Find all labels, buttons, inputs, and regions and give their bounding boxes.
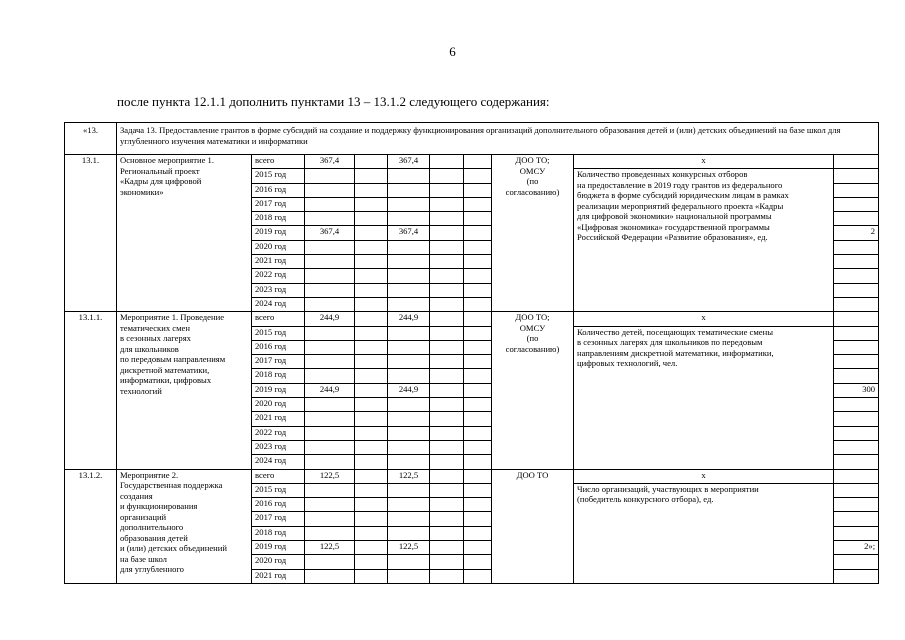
amount-empty	[430, 169, 464, 183]
amount-empty	[355, 283, 388, 297]
table-row	[65, 155, 879, 169]
amount-empty	[355, 183, 388, 197]
item-name-line: для школьников	[120, 343, 179, 354]
amount-empty	[464, 512, 492, 526]
item-name-line: экономики»	[120, 186, 164, 197]
year-cell: 2019 год	[252, 383, 305, 397]
amount-empty	[355, 426, 388, 440]
item-name-line: на базе школ	[120, 553, 167, 564]
amount-empty	[464, 383, 492, 397]
year-cell: 2023 год	[252, 283, 305, 297]
indicator-value	[834, 526, 879, 540]
amount-empty	[464, 369, 492, 383]
indicator-value	[834, 398, 879, 412]
year-cell: всего	[252, 469, 305, 483]
amount-empty	[355, 269, 388, 283]
indicator-value	[834, 469, 879, 483]
amount-empty	[355, 412, 388, 426]
indicator-value	[834, 555, 879, 569]
year-cell: 2018 год	[252, 369, 305, 383]
amount-empty	[430, 183, 464, 197]
indicator-value	[834, 426, 879, 440]
amount-source: 244,9	[388, 383, 430, 397]
amount-empty	[464, 569, 492, 583]
item-name-line: тематических смен	[120, 322, 190, 333]
item-name-line: организаций	[120, 511, 167, 522]
amount-source	[388, 498, 430, 512]
item-name	[117, 312, 252, 469]
amount-total	[305, 269, 355, 283]
indicator-text-line: Число организаций, участвующих в мероприятии	[577, 483, 759, 494]
indicator-text-line: «Цифровая экономика» государственной программы	[577, 221, 770, 232]
amount-empty	[430, 369, 464, 383]
amount-empty	[464, 483, 492, 497]
indicator-value	[834, 340, 879, 354]
amount-empty	[464, 340, 492, 354]
amount-source	[388, 269, 430, 283]
amount-empty	[464, 240, 492, 254]
amount-empty	[430, 483, 464, 497]
amount-source: 122,5	[388, 469, 430, 483]
amount-empty	[430, 440, 464, 454]
indicator-text-line: для цифровой экономики» национальной программы	[577, 211, 772, 222]
indicator-value	[834, 369, 879, 383]
amount-total	[305, 426, 355, 440]
indicator-value	[834, 312, 879, 326]
year-cell: 2024 год	[252, 297, 305, 311]
amount-source	[388, 183, 430, 197]
amount-empty	[355, 212, 388, 226]
item-name-line: «Кадры для цифровой	[120, 176, 202, 186]
amount-source	[388, 240, 430, 254]
year-cell: 2019 год	[252, 226, 305, 240]
amount-total	[305, 483, 355, 497]
year-cell: 2018 год	[252, 212, 305, 226]
indicator-value	[834, 483, 879, 497]
amount-empty	[464, 541, 492, 555]
amount-empty	[430, 383, 464, 397]
amount-empty	[355, 155, 388, 169]
indicator-value: 2	[834, 226, 879, 240]
item-name-line: в сезонных лагерях	[120, 333, 191, 344]
amount-total	[305, 455, 355, 469]
indicator-value	[834, 455, 879, 469]
amount-empty	[464, 469, 492, 483]
executor-line: ОМСУ	[519, 165, 546, 176]
amount-empty	[430, 455, 464, 469]
amount-empty	[430, 340, 464, 354]
amount-empty	[430, 426, 464, 440]
amount-empty	[430, 555, 464, 569]
amount-source	[388, 212, 430, 226]
amount-source	[388, 169, 430, 183]
indicator-text-line: Количество детей, посещающих тематические смены	[577, 326, 773, 337]
year-cell: 2022 год	[252, 426, 305, 440]
amount-empty	[355, 569, 388, 583]
amount-total: 244,9	[305, 312, 355, 326]
executor-line: ДОО ТО;	[515, 312, 550, 323]
amount-empty	[430, 541, 464, 555]
amount-empty	[430, 255, 464, 269]
executor-line: (по	[526, 176, 539, 186]
amount-total	[305, 297, 355, 311]
amount-empty	[464, 526, 492, 540]
indicator-text-line: реализации мероприятий федерального проекта «Кадры	[577, 200, 784, 211]
amount-empty	[430, 469, 464, 483]
amount-empty	[430, 197, 464, 211]
item-name-line: Мероприятие 1. Проведение	[120, 312, 225, 323]
amount-empty	[430, 398, 464, 412]
item-name	[117, 469, 252, 583]
amount-total	[305, 498, 355, 512]
amount-total	[305, 240, 355, 254]
indicator-x: х	[574, 469, 834, 483]
amount-total	[305, 369, 355, 383]
amount-total	[305, 412, 355, 426]
amount-source: 122,5	[388, 541, 430, 555]
amount-empty	[464, 197, 492, 211]
amount-empty	[430, 269, 464, 283]
amount-empty	[355, 169, 388, 183]
year-cell: 2017 год	[252, 355, 305, 369]
indicator-value	[834, 412, 879, 426]
amount-empty	[355, 369, 388, 383]
indicator-x: х	[574, 155, 834, 169]
indicator-value	[834, 326, 879, 340]
amount-empty	[464, 355, 492, 369]
amount-empty	[464, 297, 492, 311]
amount-source: 244,9	[388, 312, 430, 326]
amount-source	[388, 555, 430, 569]
indicator-x: х	[574, 312, 834, 326]
year-cell: 2018 год	[252, 526, 305, 540]
amount-source	[388, 440, 430, 454]
indicator-text-line: в сезонных лагерях для школьников по передовым	[577, 337, 763, 348]
amount-source: 367,4	[388, 155, 430, 169]
amount-empty	[430, 240, 464, 254]
indicator-value: 300	[834, 383, 879, 397]
amount-total	[305, 283, 355, 297]
indicator-value	[834, 183, 879, 197]
amount-empty	[464, 269, 492, 283]
amount-total	[305, 197, 355, 211]
amount-source	[388, 355, 430, 369]
amount-total	[305, 169, 355, 183]
amount-total	[305, 555, 355, 569]
amount-total	[305, 255, 355, 269]
indicator-value	[834, 197, 879, 211]
year-cell: всего	[252, 312, 305, 326]
indicator-value	[834, 498, 879, 512]
executor	[492, 155, 574, 312]
item-name-line: технологий	[120, 385, 162, 396]
indicator-text-line: направлениям дискретной математики, информатики,	[577, 347, 774, 358]
amount-empty	[355, 297, 388, 311]
indicator-value: 2»;	[834, 541, 879, 555]
amount-empty	[430, 212, 464, 226]
amount-empty	[430, 155, 464, 169]
item-name	[117, 155, 252, 312]
amount-total	[305, 512, 355, 526]
amount-total	[305, 398, 355, 412]
amount-source	[388, 569, 430, 583]
page-number: 6	[449, 44, 456, 59]
amount-empty	[355, 498, 388, 512]
item-number: 13.1.1.	[65, 312, 117, 469]
amount-empty	[355, 455, 388, 469]
amount-empty	[430, 326, 464, 340]
item-name-line: по передовым направлениям	[120, 354, 226, 365]
amount-empty	[355, 383, 388, 397]
amount-empty	[430, 283, 464, 297]
amount-total: 244,9	[305, 383, 355, 397]
item-name-line: Региональный проект	[120, 165, 200, 176]
amount-total: 367,4	[305, 155, 355, 169]
indicator-text	[574, 483, 834, 583]
amount-total: 122,5	[305, 541, 355, 555]
amount-empty	[355, 326, 388, 340]
year-cell: 2015 год	[252, 483, 305, 497]
amount-total	[305, 326, 355, 340]
amount-source	[388, 326, 430, 340]
item-name-line: образования детей	[120, 532, 188, 543]
item-name-line: Мероприятие 2.	[120, 469, 179, 480]
item-name-line: для углубленного	[120, 564, 184, 575]
amount-empty	[430, 297, 464, 311]
amount-empty	[355, 526, 388, 540]
task-row	[65, 123, 879, 155]
amount-total	[305, 212, 355, 226]
amount-empty	[430, 498, 464, 512]
amount-empty	[355, 541, 388, 555]
year-cell: 2017 год	[252, 197, 305, 211]
year-cell: 2015 год	[252, 326, 305, 340]
item-name-line: дискретной математики,	[120, 364, 210, 375]
amount-empty	[430, 569, 464, 583]
item-number: 13.1.	[65, 155, 117, 312]
year-cell: 2016 год	[252, 498, 305, 512]
amount-source	[388, 297, 430, 311]
amount-empty	[464, 412, 492, 426]
indicator-value	[834, 155, 879, 169]
indicator-text-line: Количество проведенных конкурсных отборов	[577, 169, 748, 180]
indicator-text-line: (победитель конкурсного отбора), ед.	[577, 494, 714, 505]
indicator-value	[834, 512, 879, 526]
amount-empty	[464, 255, 492, 269]
amount-empty	[430, 526, 464, 540]
year-cell: 2015 год	[252, 169, 305, 183]
year-cell: 2020 год	[252, 555, 305, 569]
executor	[492, 469, 574, 583]
year-cell: 2016 год	[252, 183, 305, 197]
amount-empty	[430, 226, 464, 240]
amount-empty	[464, 283, 492, 297]
amount-empty	[464, 440, 492, 454]
amount-empty	[464, 183, 492, 197]
item-name-line: и функционирования	[120, 501, 198, 512]
amount-empty	[355, 197, 388, 211]
amount-empty	[355, 512, 388, 526]
program-table	[64, 122, 879, 584]
year-cell: 2020 год	[252, 240, 305, 254]
amount-source	[388, 426, 430, 440]
executor	[492, 312, 574, 469]
amount-empty	[430, 412, 464, 426]
amount-empty	[464, 312, 492, 326]
year-cell: 2023 год	[252, 440, 305, 454]
amount-empty	[464, 426, 492, 440]
executor-line: согласованию)	[505, 343, 560, 354]
amount-empty	[464, 398, 492, 412]
amount-empty	[355, 340, 388, 354]
amount-source	[388, 197, 430, 211]
indicator-text	[574, 169, 834, 312]
amount-total: 122,5	[305, 469, 355, 483]
item-name-line: Государственная поддержка	[120, 480, 223, 491]
year-cell: 2019 год	[252, 541, 305, 555]
amount-source	[388, 340, 430, 354]
amount-empty	[355, 469, 388, 483]
indicator-text	[574, 326, 834, 469]
year-cell: 2021 год	[252, 569, 305, 583]
amount-source	[388, 512, 430, 526]
year-cell: 2016 год	[252, 340, 305, 354]
indicator-value	[834, 255, 879, 269]
year-cell: 2017 год	[252, 512, 305, 526]
item-name-line: и (или) детских объединений	[120, 543, 227, 554]
amount-source	[388, 412, 430, 426]
item-name-line: создания	[120, 490, 153, 501]
amount-source	[388, 526, 430, 540]
indicator-text-line: Российской Федерации «Развитие образования», ед.	[577, 232, 768, 243]
amount-empty	[355, 355, 388, 369]
amount-empty	[355, 226, 388, 240]
amount-empty	[355, 555, 388, 569]
amount-source	[388, 255, 430, 269]
item-number: 13.1.2.	[65, 469, 117, 583]
executor-line: ДОО ТО;	[515, 155, 550, 165]
executor-line: согласованию)	[505, 186, 560, 197]
table-row	[65, 469, 879, 483]
amount-empty	[430, 512, 464, 526]
amount-empty	[464, 455, 492, 469]
executor-line: ДОО ТО	[516, 469, 549, 480]
table-row	[65, 312, 879, 326]
indicator-value	[834, 440, 879, 454]
amount-empty	[464, 212, 492, 226]
year-cell: 2021 год	[252, 255, 305, 269]
indicator-value	[834, 269, 879, 283]
amount-source	[388, 483, 430, 497]
year-cell: 2020 год	[252, 398, 305, 412]
task-number: «13.	[65, 123, 117, 155]
amount-source	[388, 369, 430, 383]
task-text: Задача 13. Предоставление грантов в форме субсидий на создание и поддержку функционирования организаций дополнительного образования детей и (или) детских объединений на базе школ для углубленного изучения математики и информатики	[117, 123, 879, 155]
indicator-value	[834, 297, 879, 311]
indicator-value	[834, 212, 879, 226]
amount-total	[305, 340, 355, 354]
amount-source	[388, 398, 430, 412]
indicator-value	[834, 355, 879, 369]
amount-empty	[464, 226, 492, 240]
indicator-value	[834, 240, 879, 254]
amount-empty	[464, 169, 492, 183]
year-cell: 2024 год	[252, 455, 305, 469]
amount-empty	[464, 155, 492, 169]
amount-empty	[430, 312, 464, 326]
item-name-line: дополнительного	[120, 522, 184, 533]
amount-empty	[464, 498, 492, 512]
amount-empty	[355, 240, 388, 254]
indicator-value	[834, 169, 879, 183]
amount-source	[388, 283, 430, 297]
amount-empty	[355, 398, 388, 412]
item-name-line: информатики, цифровых	[120, 375, 212, 386]
year-cell: 2022 год	[252, 269, 305, 283]
indicator-text-line: на предоставление в 2019 году грантов из федерального	[577, 179, 783, 190]
amount-total	[305, 440, 355, 454]
amount-empty	[430, 355, 464, 369]
indicator-value	[834, 569, 879, 583]
amount-empty	[355, 312, 388, 326]
amount-total	[305, 526, 355, 540]
amount-total	[305, 569, 355, 583]
indicator-text-line: цифровых технологий, чел.	[577, 358, 678, 369]
amount-empty	[355, 483, 388, 497]
item-name-line: Основное мероприятие 1.	[120, 155, 214, 165]
amount-empty	[464, 326, 492, 340]
executor-line: (по	[526, 333, 539, 344]
indicator-value	[834, 283, 879, 297]
intro-text: после пункта 12.1.1 дополнить пунктами 13 – 13.1.2 следующего содержания:	[117, 94, 550, 109]
amount-total: 367,4	[305, 226, 355, 240]
amount-source: 367,4	[388, 226, 430, 240]
amount-empty	[355, 440, 388, 454]
amount-empty	[464, 555, 492, 569]
amount-source	[388, 455, 430, 469]
executor-line: ОМСУ	[519, 322, 546, 333]
year-cell: 2021 год	[252, 412, 305, 426]
year-cell: всего	[252, 155, 305, 169]
indicator-text-line: бюджета в форме субсидий юридическим лицам в рамках	[577, 190, 789, 201]
amount-empty	[355, 255, 388, 269]
amount-total	[305, 355, 355, 369]
amount-total	[305, 183, 355, 197]
